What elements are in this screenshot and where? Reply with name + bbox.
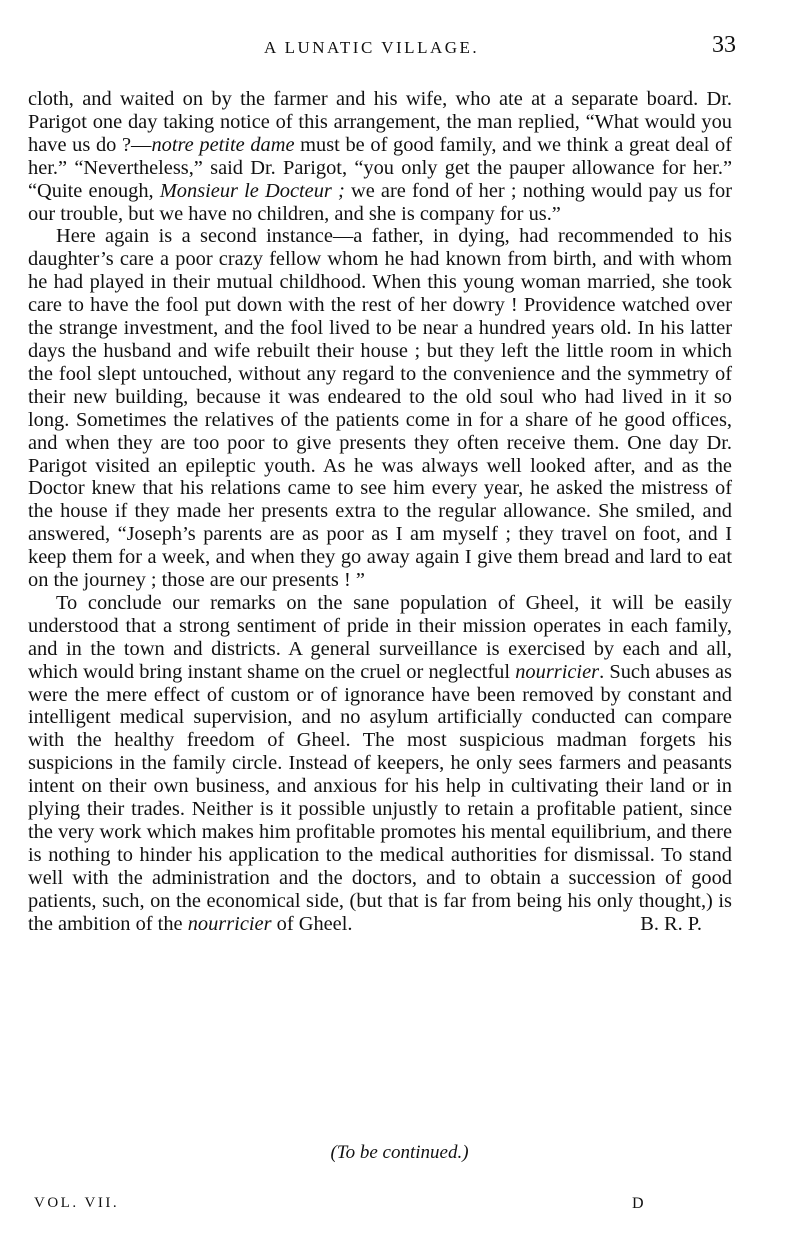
running-header (0, 32, 799, 62)
paragraph-1 (28, 88, 732, 225)
article-body (28, 88, 732, 936)
italic-phrase: nourricier (187, 912, 272, 935)
text-run: must be of good family, and we think a great deal of her.” “Nevertheless,” said Dr. Parigot, “you only get the pauper allowance for her.” “Quite enough, (28, 133, 732, 202)
paragraph-2 (28, 225, 732, 592)
paragraph-3 (28, 592, 732, 936)
italic-phrase: nourricier (515, 660, 600, 683)
text-run: To conclude our remarks on the sane population of Gheel, it will be easily understood that a strong sentiment of pride in their mission operates in each family, and in the town and districts. A general surveillance is exercised by each and all, which would bring instant shame on the cruel or neglectful (28, 591, 732, 683)
italic-phrase: notre petite dame (151, 133, 295, 156)
text-run: we are fond of her ; nothing would pay us for our trouble, but we have no children, and she is company for us.” (28, 179, 732, 225)
signature-mark: D (632, 1195, 644, 1212)
page-number: 33 (712, 32, 736, 58)
italic-phrase: Monsieur le Docteur ; (159, 179, 345, 202)
text-run: cloth, and waited on by the farmer and his wife, who ate at a separate board. Dr. Parigot one day taking notice of this arrangement, the man replied, “What would you have us do ?— (28, 88, 732, 156)
running-title: A LUNATIC VILLAGE. (264, 38, 480, 57)
volume-label: VOL. VII. (34, 1195, 120, 1211)
continued-note: (To be continued.) (330, 1142, 469, 1163)
author-signature: B. R. P. (640, 912, 702, 935)
page-footer (0, 1195, 799, 1225)
text-run: of Gheel. (271, 912, 353, 935)
text-run: Here again is a second instance—a father, in dying, had recommended to his daughter’s care a poor crazy fellow whom he had known from birth, and with whom he had played in their mutual childhood. When this young woman married, she took care to have the fool put down with the rest of her dowry ! Providence watched over the strange investment, and the fool lived to be near a hundred years old. In his latter days the husband and wife rebuilt their house ; but they left the little room in which the fool slept untouched, without any regard to the convenience and the symmetry of their new building, because it was endeared to the old soul who had lived in it so long. Sometimes the relatives of the patients come in for a share of he good offices, and when they are too poor to give presents they often receive them. One day Dr. Parigot visited an epileptic youth. As he was always well looked after, and as the Doctor knew that his relations came to see him every year, he asked the mistress of the house if they made her presents extra to the regular allowance. She smiled, and answered, “Joseph’s parents are as poor as I am myself ; they travel on foot, and I keep them for a week, and when they go away again I give them bread and lard to eat on the journey ; those are our presents ! ” (28, 225, 732, 592)
text-run: . Such abuses as were the mere effect of custom or of ignorance have been removed by constant and intelligent medical supervision, and no asylum artificially conducted can compare with the healthy freedom of Gheel. The most suspicious madman forgets his suspicions in the family circle. Instead of keepers, he only sees farmers and peasants intent on their own business, and anxious for his help in cultivating their land or in plying their trades. Neither is it possible unjustly to retain a profitable patient, since the very work which makes him profitable promotes his mental equilibrium, and there is nothing to hinder his application to the medical authorities for dismissal. To stand well with the administration and the doctors, and to obtain a succession of good patients, such, on the economical side, (but that is far from being his only thought,) is the ambition of the (28, 660, 732, 935)
